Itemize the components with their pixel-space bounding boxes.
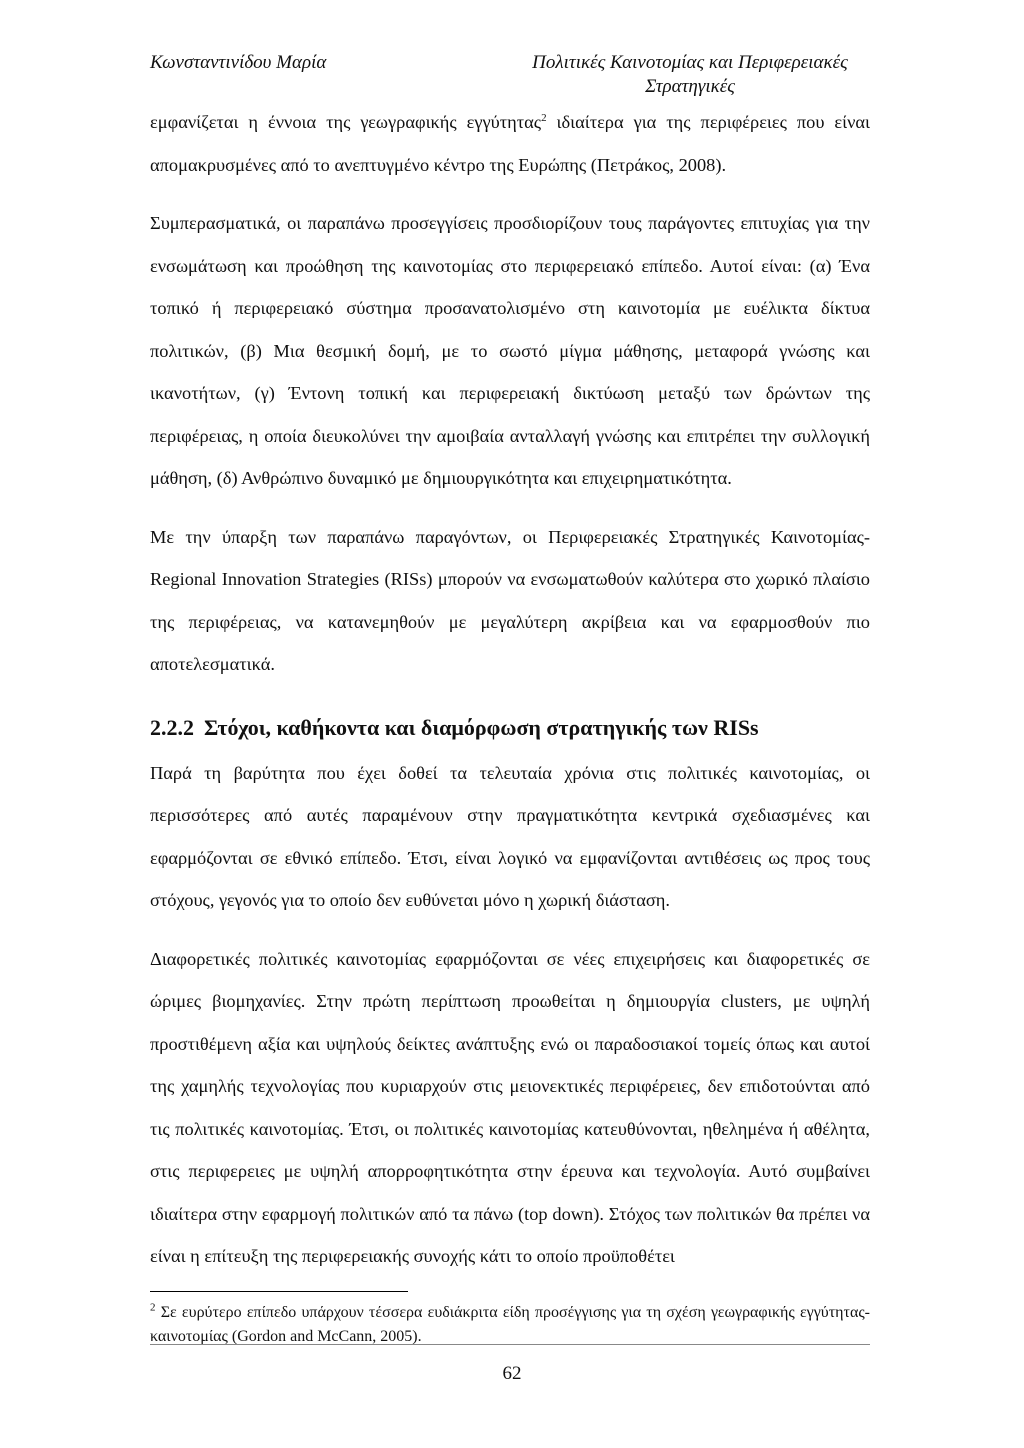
header-title: [510, 51, 870, 99]
header-title-line-2: Στρατηγικές: [645, 76, 735, 97]
section-heading: [150, 714, 870, 742]
footnote-text: Σε ευρύτερο επίπεδο υπάρχουν τέσσερα ευδιάκριτα είδη προσέγγισης για τη σχέση γεωγραφικής εγγύτητας-καινοτομίας (Gordon and McCann, 2005).: [150, 1304, 870, 1345]
footnote-separator: [150, 1291, 408, 1292]
section-paragraph-2: Διαφορετικές πολιτικές καινοτομίας εφαρμόζονται σε νέες επιχειρήσεις και διαφορετικές σε ώριμες βιομηχανίες. Στην πρώτη περίπτωση προωθείται η δημιουργία clusters, με υψηλή προστιθέμενη αξία και υψηλούς δείκτες ανάπτυξης ενώ οι παραδοσιακοί τομείς όπως και αυτοί της χαμηλής τεχνολογίας που κυριαρχούν στις μειονεκτικές περιφέρειες, δεν επιδοτούνται από τις πολιτικές καινοτομίας. Έτσι, οι πολιτικές καινοτομίας κατευθύνονται, ηθελημένα ή αθέλητα, στις περιφερειες με υψηλή απορροφητικότητα στην έρευνα και τεχνολογία. Αυτό συμβαίνει ιδιαίτερα στην εφαρμογή πολιτικών από τα πάνω (top down). Στόχος των πολιτικών θα πρέπει να είναι η επίτευξη της περιφερειακής συνοχής κάτι το οποίο προϋποθέτει: [150, 948, 870, 1266]
footnote-marker: 2: [150, 1301, 156, 1314]
paragraph-1-text: εμφανίζεται η έννοια της γεωγραφικής εγγύτητας: [150, 112, 542, 132]
main-text: [150, 101, 870, 1294]
section-number: 2.2.2: [150, 714, 194, 740]
paragraph-1-text-cont: ιδιαίτερα για της περιφέρειες που είναι απομακρυσμένες από το ανεπτυγμένο κέντρο της Ευρώπης (Πετράκος, 2008).: [150, 112, 870, 175]
paragraph-3: Με την ύπαρξη των παραπάνω παραγόντων, οι Περιφερειακές Στρατηγικές Καινοτομίας-Regional Innovation Strategies (RISs) μπορούν να ενσωματωθούν καλύτερα στο χωρικό πλαίσιο της περιφέρειας, να κατανεμηθούν με μεγαλύτερη ακρίβεια και να εφαρμοσθούν πιο αποτελεσματικά.: [150, 526, 870, 674]
footnote-reference: 2: [541, 111, 547, 124]
section-paragraph-1: Παρά τη βαρύτητα που έχει δοθεί τα τελευταία χρόνια στις πολιτικές καινοτομίας, οι περισσότερες από αυτές παραμένουν στην πραγματικότητα κεντρικά σχεδιασμένες και εφαρμόζονται σε εθνικό επίπεδο. Έτσι, είναι λογικό να εμφανίζονται αντιθέσεις ως προς τους στόχους, γεγονός για το οποίο δεν ευθύνεται μόνο η χωρική διάσταση.: [150, 762, 870, 910]
footnote: [150, 1301, 870, 1349]
header-title-line-1: Πολιτικές Καινοτομίας και Περιφερειακές: [532, 52, 848, 73]
paragraph-1: [150, 101, 870, 186]
section-title: Στόχοι, καθήκοντα και διαμόρφωση στρατηγικής των RISs: [204, 714, 759, 740]
header-author: Κωνσταντινίδου Μαρία: [150, 52, 327, 73]
footer-rule: [150, 1344, 870, 1345]
paragraph-2: Συμπερασματικά, οι παραπάνω προσεγγίσεις προσδιορίζουν τους παράγοντες επιτυχίας για την ενσωμάτωση και προώθηση της καινοτομίας στο περιφερειακό επίπεδο. Αυτοί είναι: (α) Ένα τοπικό ή περιφερειακό σύστημα προσανατολισμένο στη καινοτομία με ευέλικτα δίκτυα πολιτικών, (β) Μια θεσμική δομή, με το σωστό μίγμα μάθησης, μεταφορά γνώσης και ικανοτήτων, (γ) Έντονη τοπική και περιφερειακή δικτύωση μεταξύ των δρώντων της περιφέρειας, η οποία διευκολύνει την αμοιβαία ανταλλαγή γνώσης και επιτρέπει την συλλογική μάθηση, (δ) Ανθρώπινο δυναμικό με δημιουργικότητα και επιχειρηματικότητα.: [150, 213, 870, 488]
page-number: 62: [502, 1363, 522, 1384]
